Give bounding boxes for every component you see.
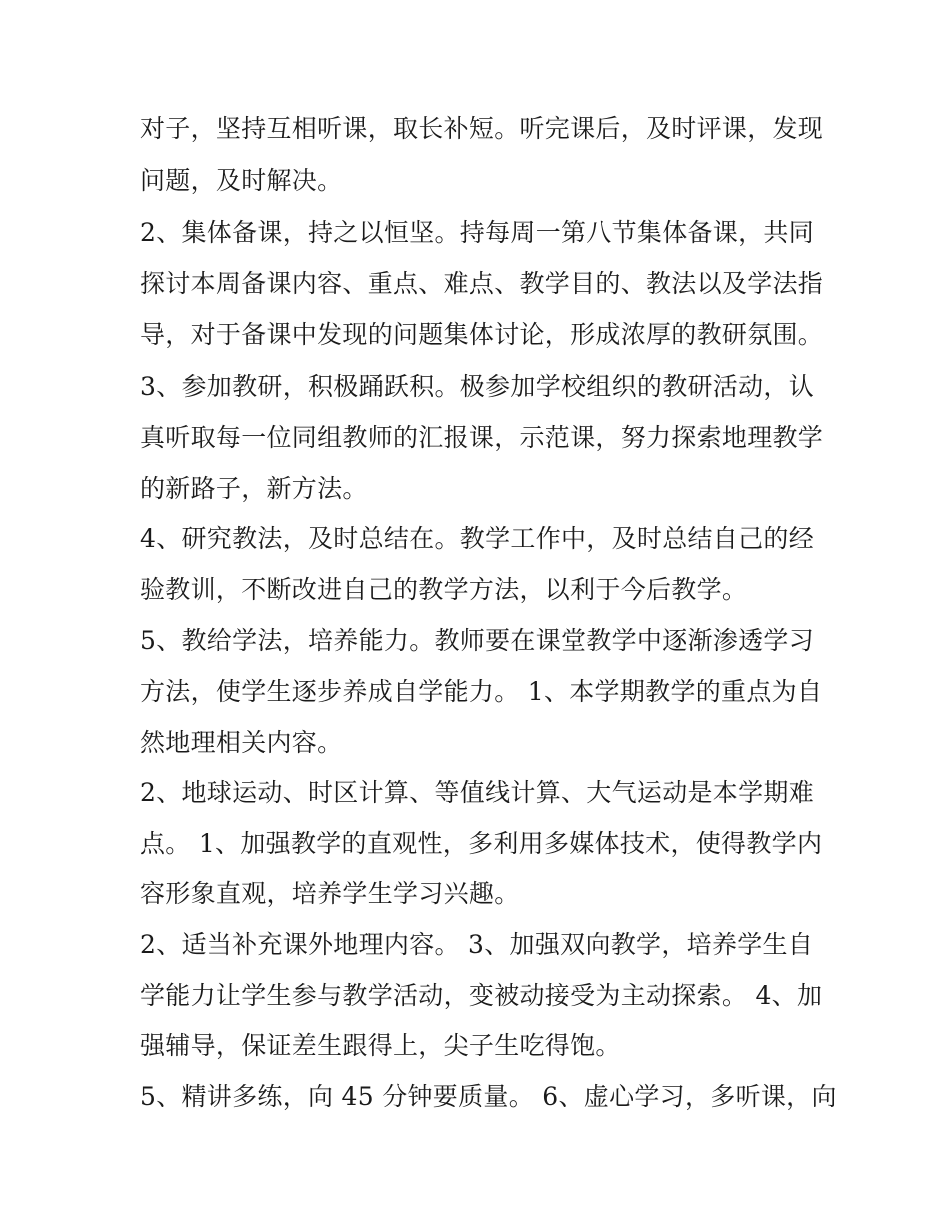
text-line: 4、研究教法，及时总结在。教学工作中，及时总结自己的经 (140, 524, 815, 553)
text-line: 导，对于备课中发现的问题集体讨论，形成浓厚的教研氛围。 (140, 320, 824, 349)
text-line: 2、适当补充课外地理内容。 3、加强双向教学，培养学生自 (140, 930, 814, 959)
text-line: 5、教给学法，培养能力。教师要在课堂教学中逐渐渗透学习 (140, 626, 815, 655)
text-line: 对子，坚持互相听课，取长补短。听完课后，及时评课，发现 (140, 114, 824, 143)
text-line: 2、集体备课，持之以恒坚。持每周一第八节集体备课，共同 (140, 218, 815, 247)
text-line: 点。 1、加强教学的直观性，多利用多媒体技术，使得教学内 (140, 829, 823, 858)
text-line: 然地理相关内容。 (140, 728, 343, 757)
text-line: 2、地球运动、时区计算、等值线计算、大气运动是本学期难 (140, 778, 815, 807)
text-line: 的新路子，新方法。 (140, 474, 368, 503)
text-line: 真听取每一位同组教师的汇报课，示范课，努力探索地理教学 (140, 423, 824, 452)
text-line: 方法，使学生逐步养成自学能力。 1、本学期教学的重点为自 (140, 677, 823, 706)
text-line: 强辅导，保证差生跟得上，尖子生吃得饱。 (140, 1031, 621, 1060)
text-line: 验教训，不断改进自己的教学方法，以利于今后教学。 (140, 575, 748, 604)
text-line: 容形象直观，培养学生学习兴趣。 (140, 879, 520, 908)
text-line: 探讨本周备课内容、重点、难点、教学目的、教法以及学法指 (140, 269, 824, 298)
text-line: 5、精讲多练，向 45 分钟要质量。 6、虚心学习，多听课，向 (140, 1082, 837, 1111)
text-line: 问题，及时解决。 (140, 166, 343, 195)
text-line: 学能力让学生参与教学活动，变被动接受为主动探索。 4、加 (140, 981, 823, 1010)
text-line: 3、参加教研，积极踊跃积。极参加学校组织的教研活动，认 (140, 372, 815, 401)
